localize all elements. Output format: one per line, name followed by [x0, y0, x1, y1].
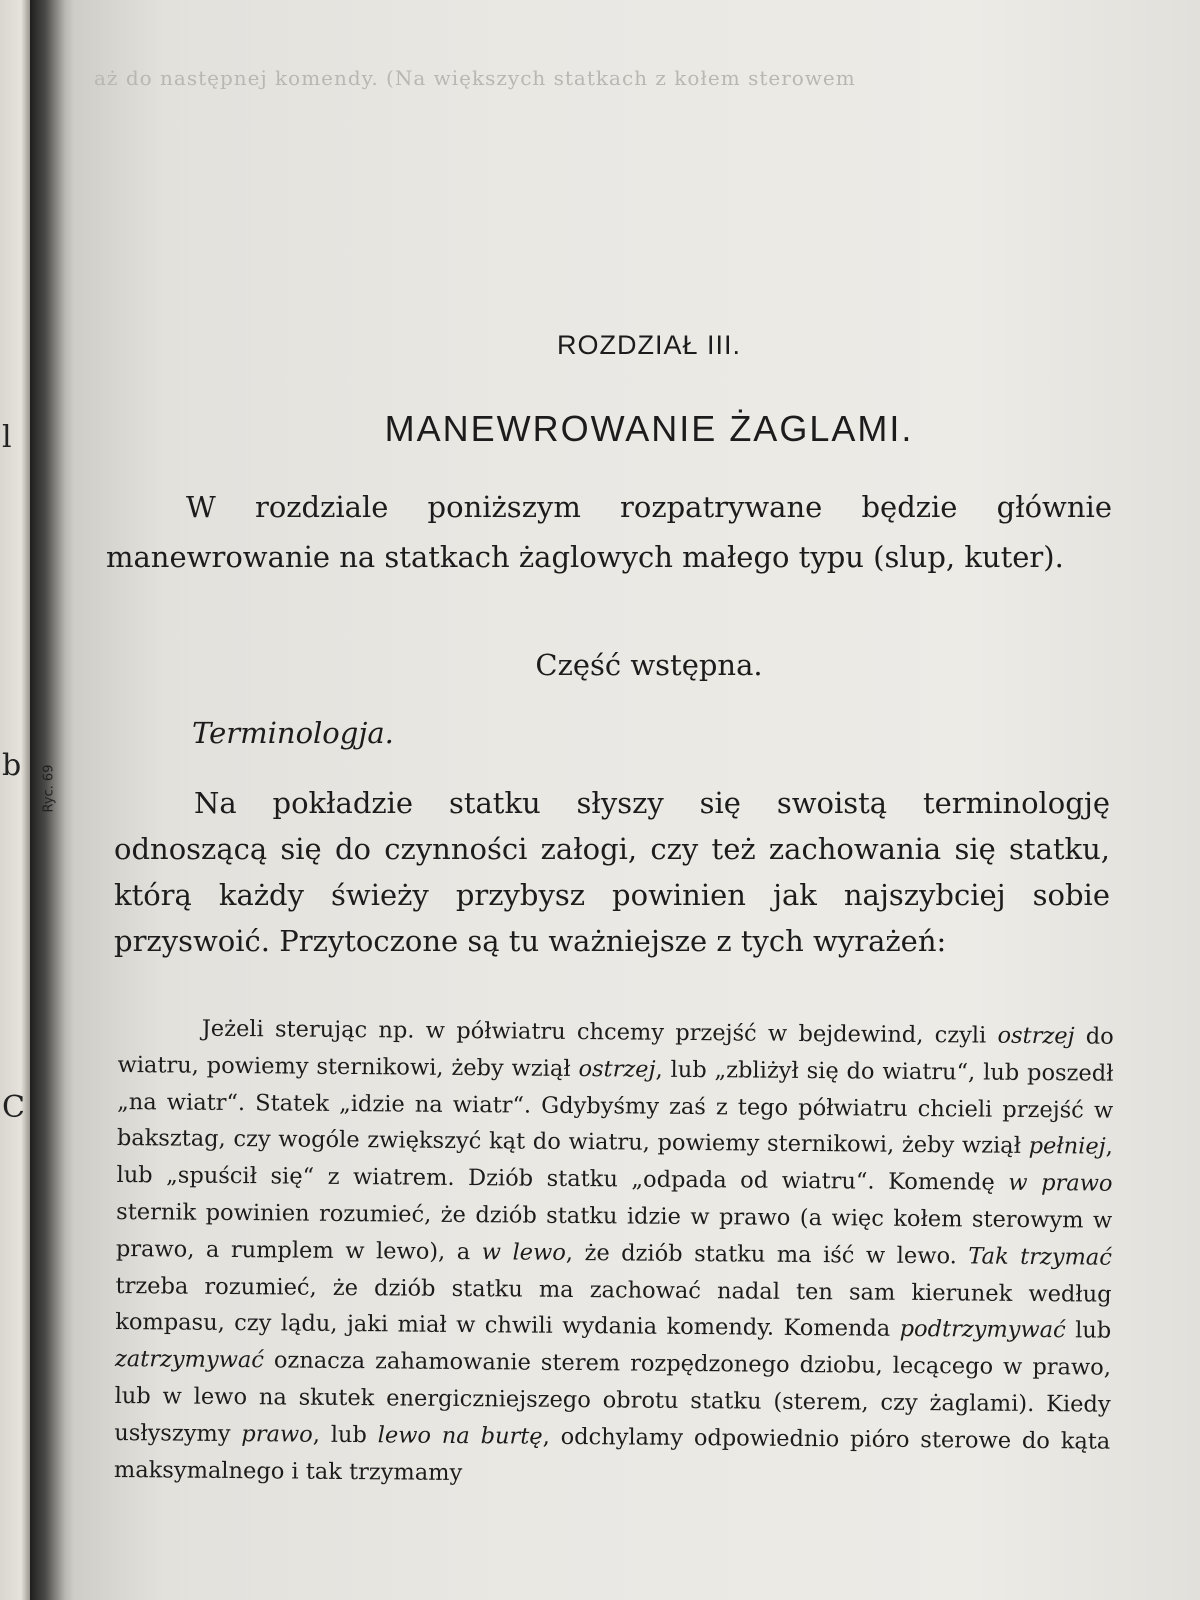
emphasis: w lewo — [481, 1238, 566, 1266]
emphasis: pełniej — [1028, 1133, 1106, 1161]
figure-side-label: Ryc. 69 — [41, 764, 57, 813]
text-run: , lub „spuścił się“ z wiatrem. Dziób statku „odpada od wiatru“. Komendę — [116, 1134, 1113, 1196]
text-run: , lub — [312, 1421, 378, 1449]
bleed-through-text: aż do następnej komendy. (Na większych statkach z kołem sterowem — [94, 66, 856, 90]
book-page — [74, 0, 1200, 1600]
text-run: Jeżeli sterując np. w półwiatru chcemy przejść w bejdewind, czyli — [201, 1015, 998, 1049]
emphasis: ostrzej — [578, 1055, 656, 1083]
text-run: , lub „zbliżył się do wiatru“, lub poszedł „na wiatr“. Statek „idzie na wiatr“. Gdybyśmy zaś z tego półwiatru chcieli przejść w baksztag, czy wogóle zwiększyć kąt do wiatru, powiemy sternikowi, żeby wziął — [116, 1056, 1114, 1160]
chapter-title: MANEWROWANIE ŻAGLAMI. — [384, 408, 914, 449]
small-print-paragraph — [114, 1010, 1114, 1497]
emphasis: zatrzymywać — [114, 1346, 265, 1374]
emphasis: lewo na burtę — [377, 1422, 543, 1450]
section-title: Część wstępna. — [535, 648, 763, 682]
emphasis: prawo — [241, 1420, 313, 1448]
emphasis: podtrzymywać — [899, 1316, 1066, 1344]
emphasis: w prawo — [1008, 1169, 1113, 1197]
terminology-paragraph: Na pokładzie statku słyszy się swoistą terminologję odnoszącą się do czynności załogi, czy też zachowania się statku, którą każdy świeży przybysz powinien jak najszybciej sobie przyswoić. Przytoczone są tu ważniejsze z tych wyrażeń: — [114, 786, 1110, 958]
intro-paragraph: W rozdziale poniższym rozpatrywane będzie głównie manewrowanie na statkach żaglowych małego typu (slup, kuter). — [106, 490, 1112, 574]
text-run: trzeba rozumieć, że dziób statku ma zachować nadal ten sam kierunek według kompasu, czy lądu, jaki miał w chwili wydania komendy. Komenda — [115, 1272, 1112, 1343]
emphasis: ostrzej — [997, 1022, 1075, 1050]
text-run: , że dziób statku ma iść w lewo. — [565, 1239, 969, 1270]
emphasis: Tak trzymać — [968, 1243, 1112, 1271]
left-page-edge — [0, 0, 30, 1600]
left-page-mark: b — [2, 748, 22, 783]
text-run: sternik powinien rozumieć, że dziób statku idzie w prawo (a więc kołem sterowym w prawo, a rumplem w lewo), a — [115, 1198, 1113, 1265]
left-page-mark: C — [2, 1090, 25, 1125]
chapter-number: ROZDZIAŁ III. — [556, 330, 742, 360]
left-page-mark: l — [2, 420, 12, 455]
text-run: oznacza zahamowanie sterem rozpędzonego dziobu, lecącego w prawo, lub w lewo na skutek energiczniejszego obrotu statku (sterem, czy żaglami). Kiedy usłyszymy — [114, 1347, 1112, 1447]
text-run: do wiatru, powiemy sternikowi, żeby wziął — [117, 1023, 1114, 1082]
text-run: , odchylamy odpowiednio pióro sterowe do kąta maksymalnego i tak trzymamy — [113, 1423, 1111, 1486]
text-run: lub — [1065, 1317, 1112, 1345]
terminology-heading: Terminologja. — [192, 716, 394, 750]
